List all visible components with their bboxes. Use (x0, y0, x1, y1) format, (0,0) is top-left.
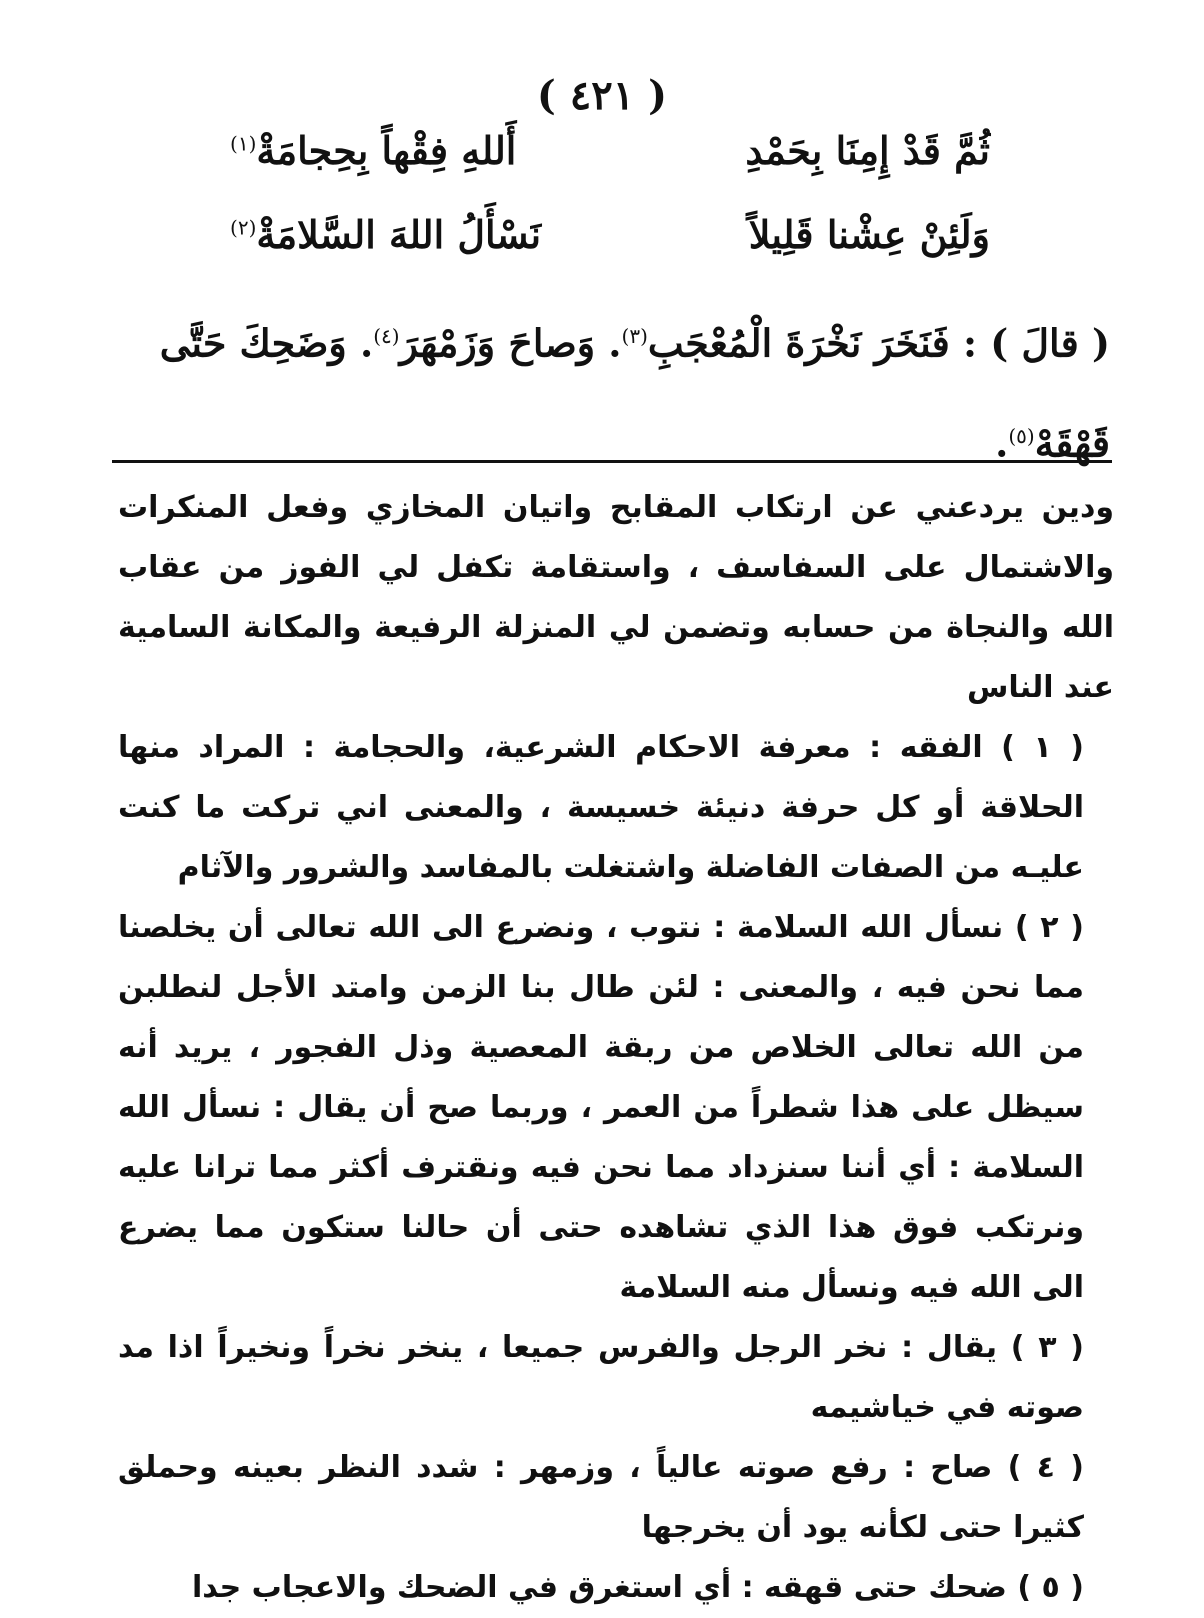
verse-line-2 (230, 212, 990, 282)
footnote-mark-3: (٣) (621, 324, 648, 348)
footnote-1 (118, 718, 1114, 898)
footnote-4-number: ( ٤ ) (1007, 1450, 1084, 1485)
narrative-text-b: . وَصاحَ وَزَمْهَرَ (399, 320, 622, 366)
footnote-4-text: صاح : رفع صوته عالياً ، وزمهر : شدد النظر بعينه وحملق كثيرا حتى لكأنه يود أن يخرجها (118, 1450, 1084, 1545)
footnote-1-text: الفقه : معرفة الاحكام الشرعية، والحجامة : المراد منها الحلاقة أو كل حرفة دنيئة خسيسة ، والمعنى اني تركت ما كنت عليـه من الصفات الفاضلة واشتغلت بالمفاسد والشرور والآثام (118, 730, 1084, 885)
footnote-mark-4: (٤) (373, 324, 400, 348)
footnote-3-text: يقال : نخر الرجل والفرس جميعا ، ينخر نخراً ونخيراً اذا مد صوته في خياشيمه (118, 1330, 1084, 1425)
narrative-text-d: . (995, 420, 1009, 466)
footnote-mark-2: (٢) (230, 215, 257, 240)
footnote-2-text: نسأل الله السلامة : نتوب ، ونضرع الى الله تعالى أن يخلصنا مما نحن فيه ، والمعنى : لئن طال بنا الزمن وامتد الأجل لنطلبن من الله تعالى الخلاص من ربقة المعصية وذل الفجور ، يريد أنه سيظل على هذا شطراً من العمر ، وربما صح أن يقال : نسأل الله السلامة : أي أننا سنزداد مما نحن فيه ونقترف أكثر مما ترانا عليه ونرتكب فوق هذا الذي تشاهده حتى أن حالنا ستكون مما يضرع الى الله فيه ونسأل منه السلامة (118, 910, 1084, 1305)
verse-1-second-hemistich (230, 128, 516, 173)
footnote-2 (118, 898, 1114, 1318)
verse-2-second-text: نَسْأَلُ اللهَ السَّلامَةْ (256, 212, 542, 257)
verse-1-second-text: أَللهِ فِقْهاً بِحِجامَةْ (256, 128, 517, 173)
footnote-divider (112, 460, 1112, 463)
footnote-4 (118, 1438, 1114, 1558)
narrative-text-c: . وَضَحِكَ حَتَّى قَهْقَهْ (159, 320, 1110, 466)
verse-line-1 (230, 128, 990, 198)
narrative-text-a: ( قالَ ) : فَنَخَرَ نَخْرَةَ الْمُعْجَبِ (647, 320, 1110, 366)
footnote-3-number: ( ٣ ) (1010, 1330, 1085, 1365)
footnote-5-number: ( ٥ ) (1017, 1570, 1084, 1605)
footnote-mark-5: (٥) (1008, 423, 1035, 448)
verse-2-second-hemistich (230, 212, 541, 257)
page-number: ( ٤٢١ ) (536, 72, 668, 119)
footnote-mark-1: (١) (230, 131, 257, 156)
verse-1-first-hemistich: ثُمَّ قَدْ إِمِنَا بِحَمْدِ (745, 128, 990, 173)
footnote-3 (118, 1318, 1114, 1438)
footnote-1-number: ( ١ ) (1001, 730, 1085, 765)
footnote-2-number: ( ٢ ) (1014, 910, 1085, 945)
commentary-intro: ودين يردعني عن ارتكاب المقابح واتيان المخازي وفعل المنكرات والاشتمال على السفاسف ، واستقامة تكفل لي الفوز من عقاب الله والنجاة من حسابه وتضمن لي المنزلة الرفيعة والمكانة السامية عند الناس (118, 490, 1114, 705)
footnote-5-text: ضحك حتى قهقه : أي استغرق في الضحك والاعجاب جدا (192, 1570, 1007, 1605)
verse-2-first-hemistich: وَلَئِنْ عِشْنا قَلِيلاً (748, 212, 990, 257)
footnote-5 (118, 1558, 1114, 1618)
commentary-block (118, 478, 1114, 1618)
